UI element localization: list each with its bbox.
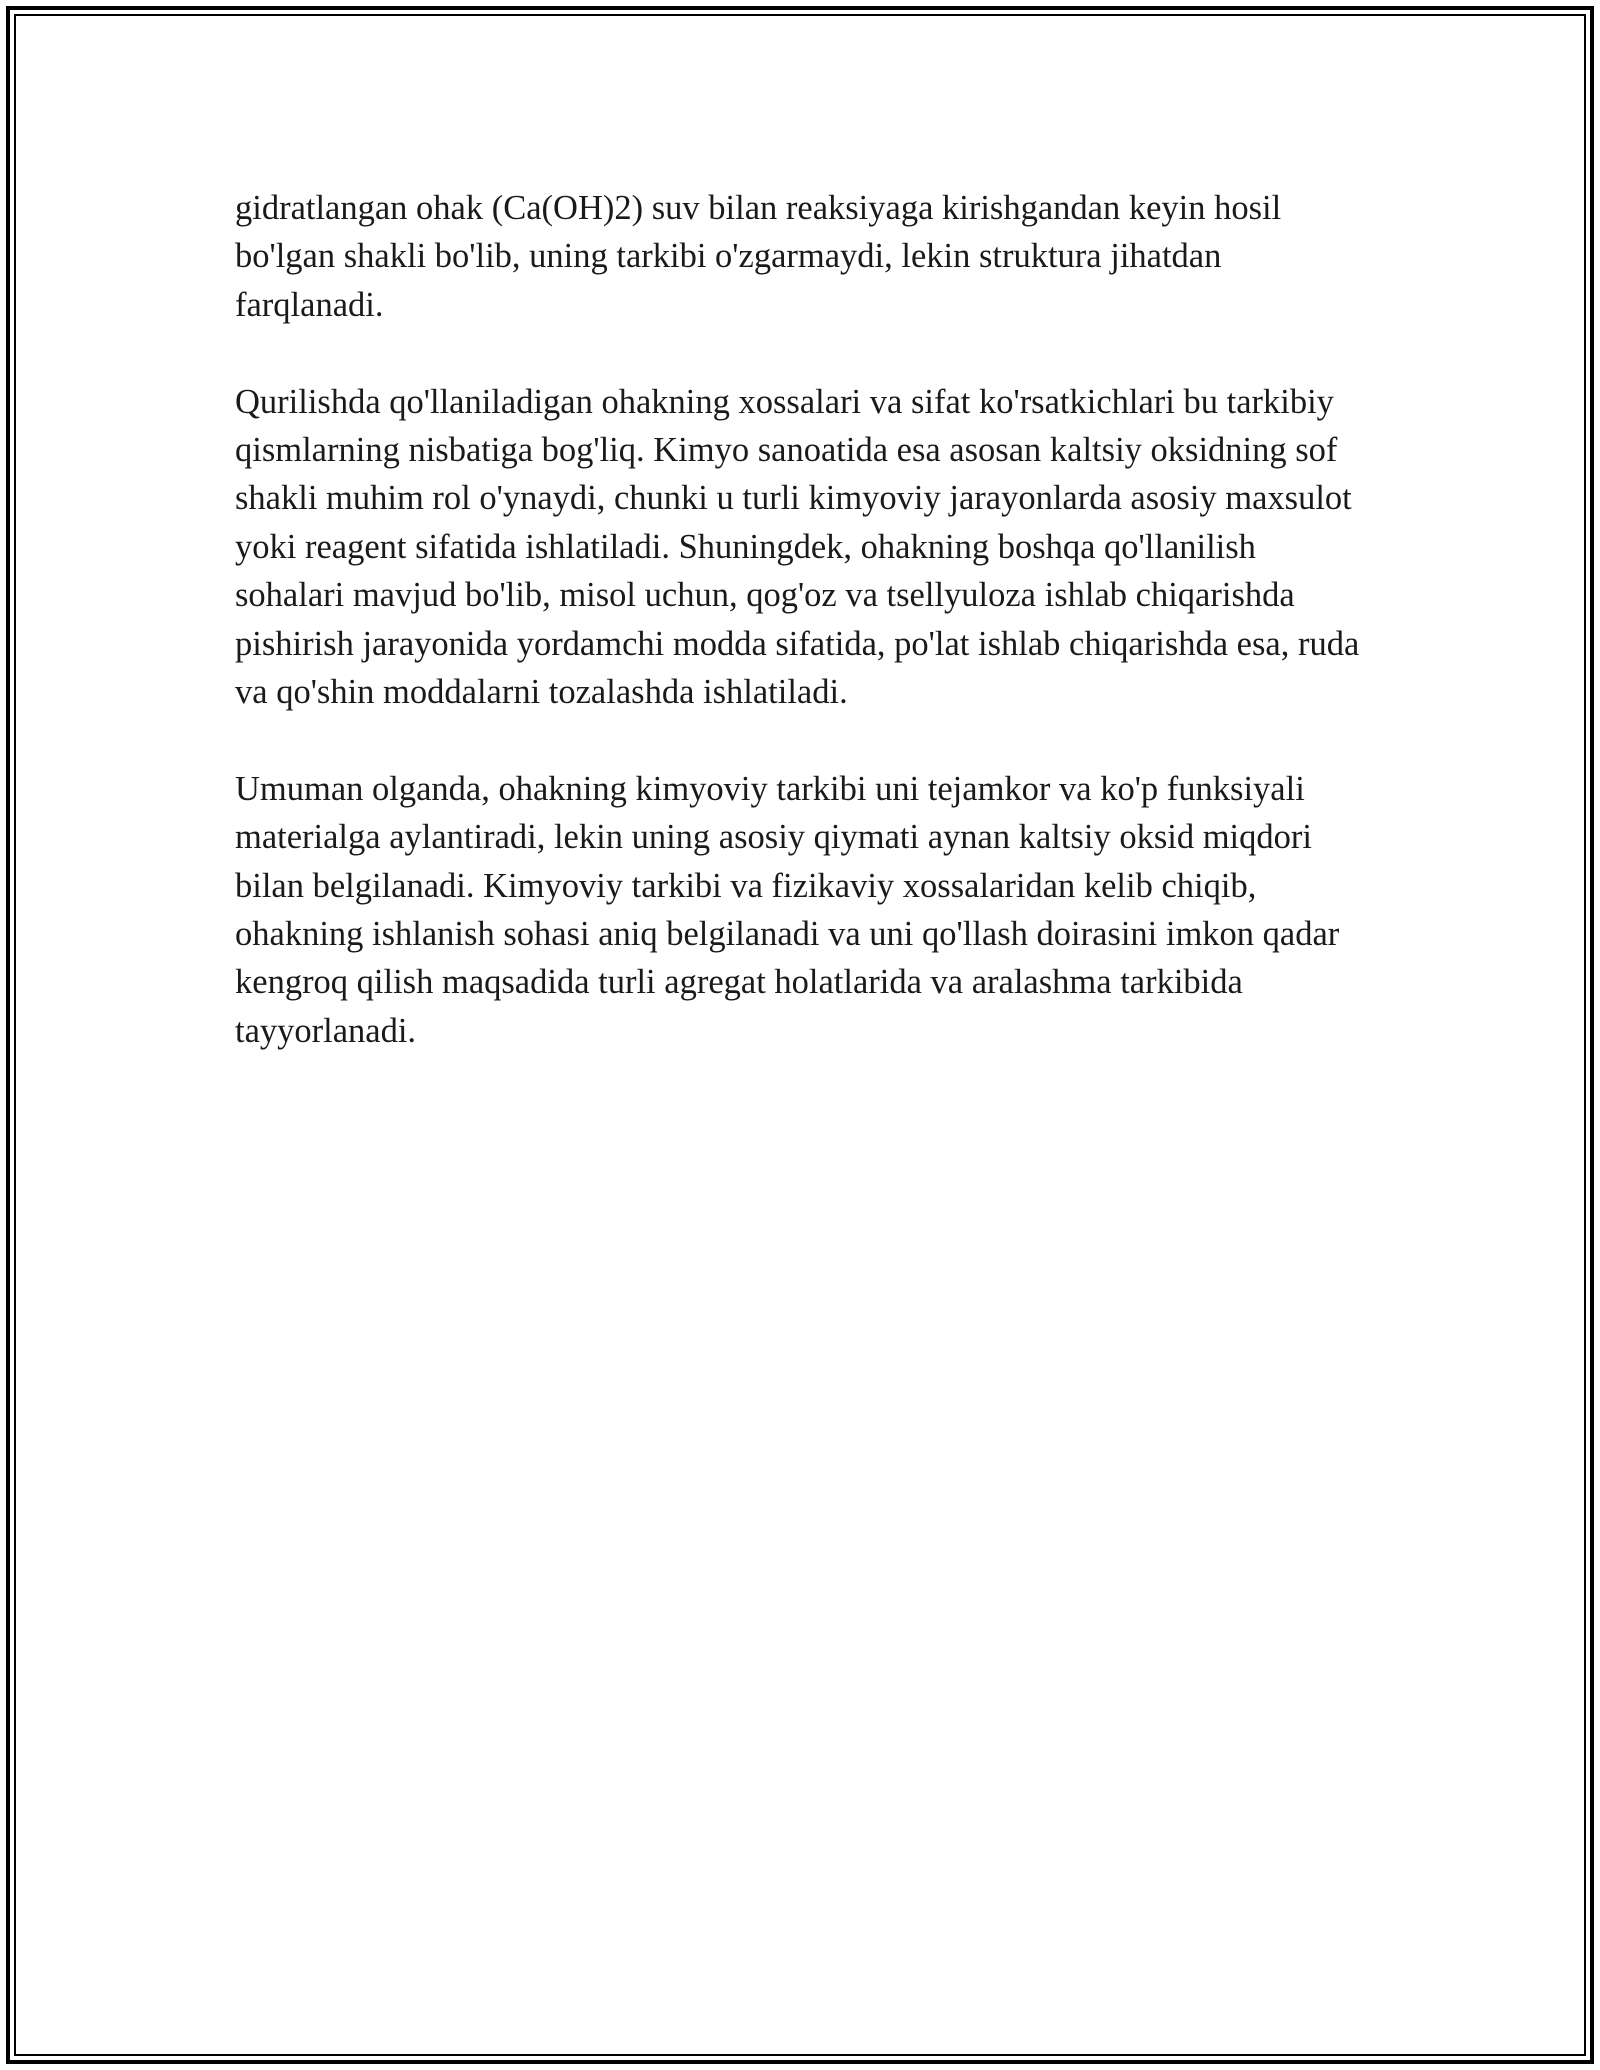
document-body (235, 184, 1365, 1104)
paragraph-1: gidratlangan ohak (Ca(OH)2) suv bilan reaksiyaga kirishgandan keyin hosil bo'lgan shakli bo'lib, uning tarkibi o'zgarmaydi, lekin struktura jihatdan farqlanadi. (235, 189, 1282, 324)
paragraph-3: Umuman olganda, ohakning kimyoviy tarkibi uni tejamkor va ko'p funksiyali materialga aylantiradi, lekin uning asosiy qiymati aynan kaltsiy oksid miqdori bilan belgilanadi. Kimyoviy tarkibi va fizikaviy xossalaridan kelib chiqib, ohakning ishlanish sohasi aniq belgilanadi va uni qo'llash doirasini imkon qadar kengroq qilish maqsadida turli agregat holatlarida va aralashma tarkibida tayyorlanadi. (235, 769, 1340, 1050)
paragraph-2: Qurilishda qo'llaniladigan ohakning xossalari va sifat ko'rsatkichlari bu tarkibiy qismlarning nisbatiga bog'liq. Kimyo sanoatida esa asosan kaltsiy oksidning sof shakli muhim rol o'ynaydi, chunki u turli kimyoviy jarayonlarda asosiy maxsulot yoki reagent sifatida ishlatiladi. Shuningdek, ohakning boshqa qo'llanilish sohalari mavjud bo'lib, misol uchun, qog'oz va tsellyuloza ishlab chiqarishda pishirish jarayonida yordamchi modda sifatida, po'lat ishlab chiqarishda esa, ruda va qo'shin moddalarni tozalashda ishlatiladi. (235, 382, 1360, 712)
